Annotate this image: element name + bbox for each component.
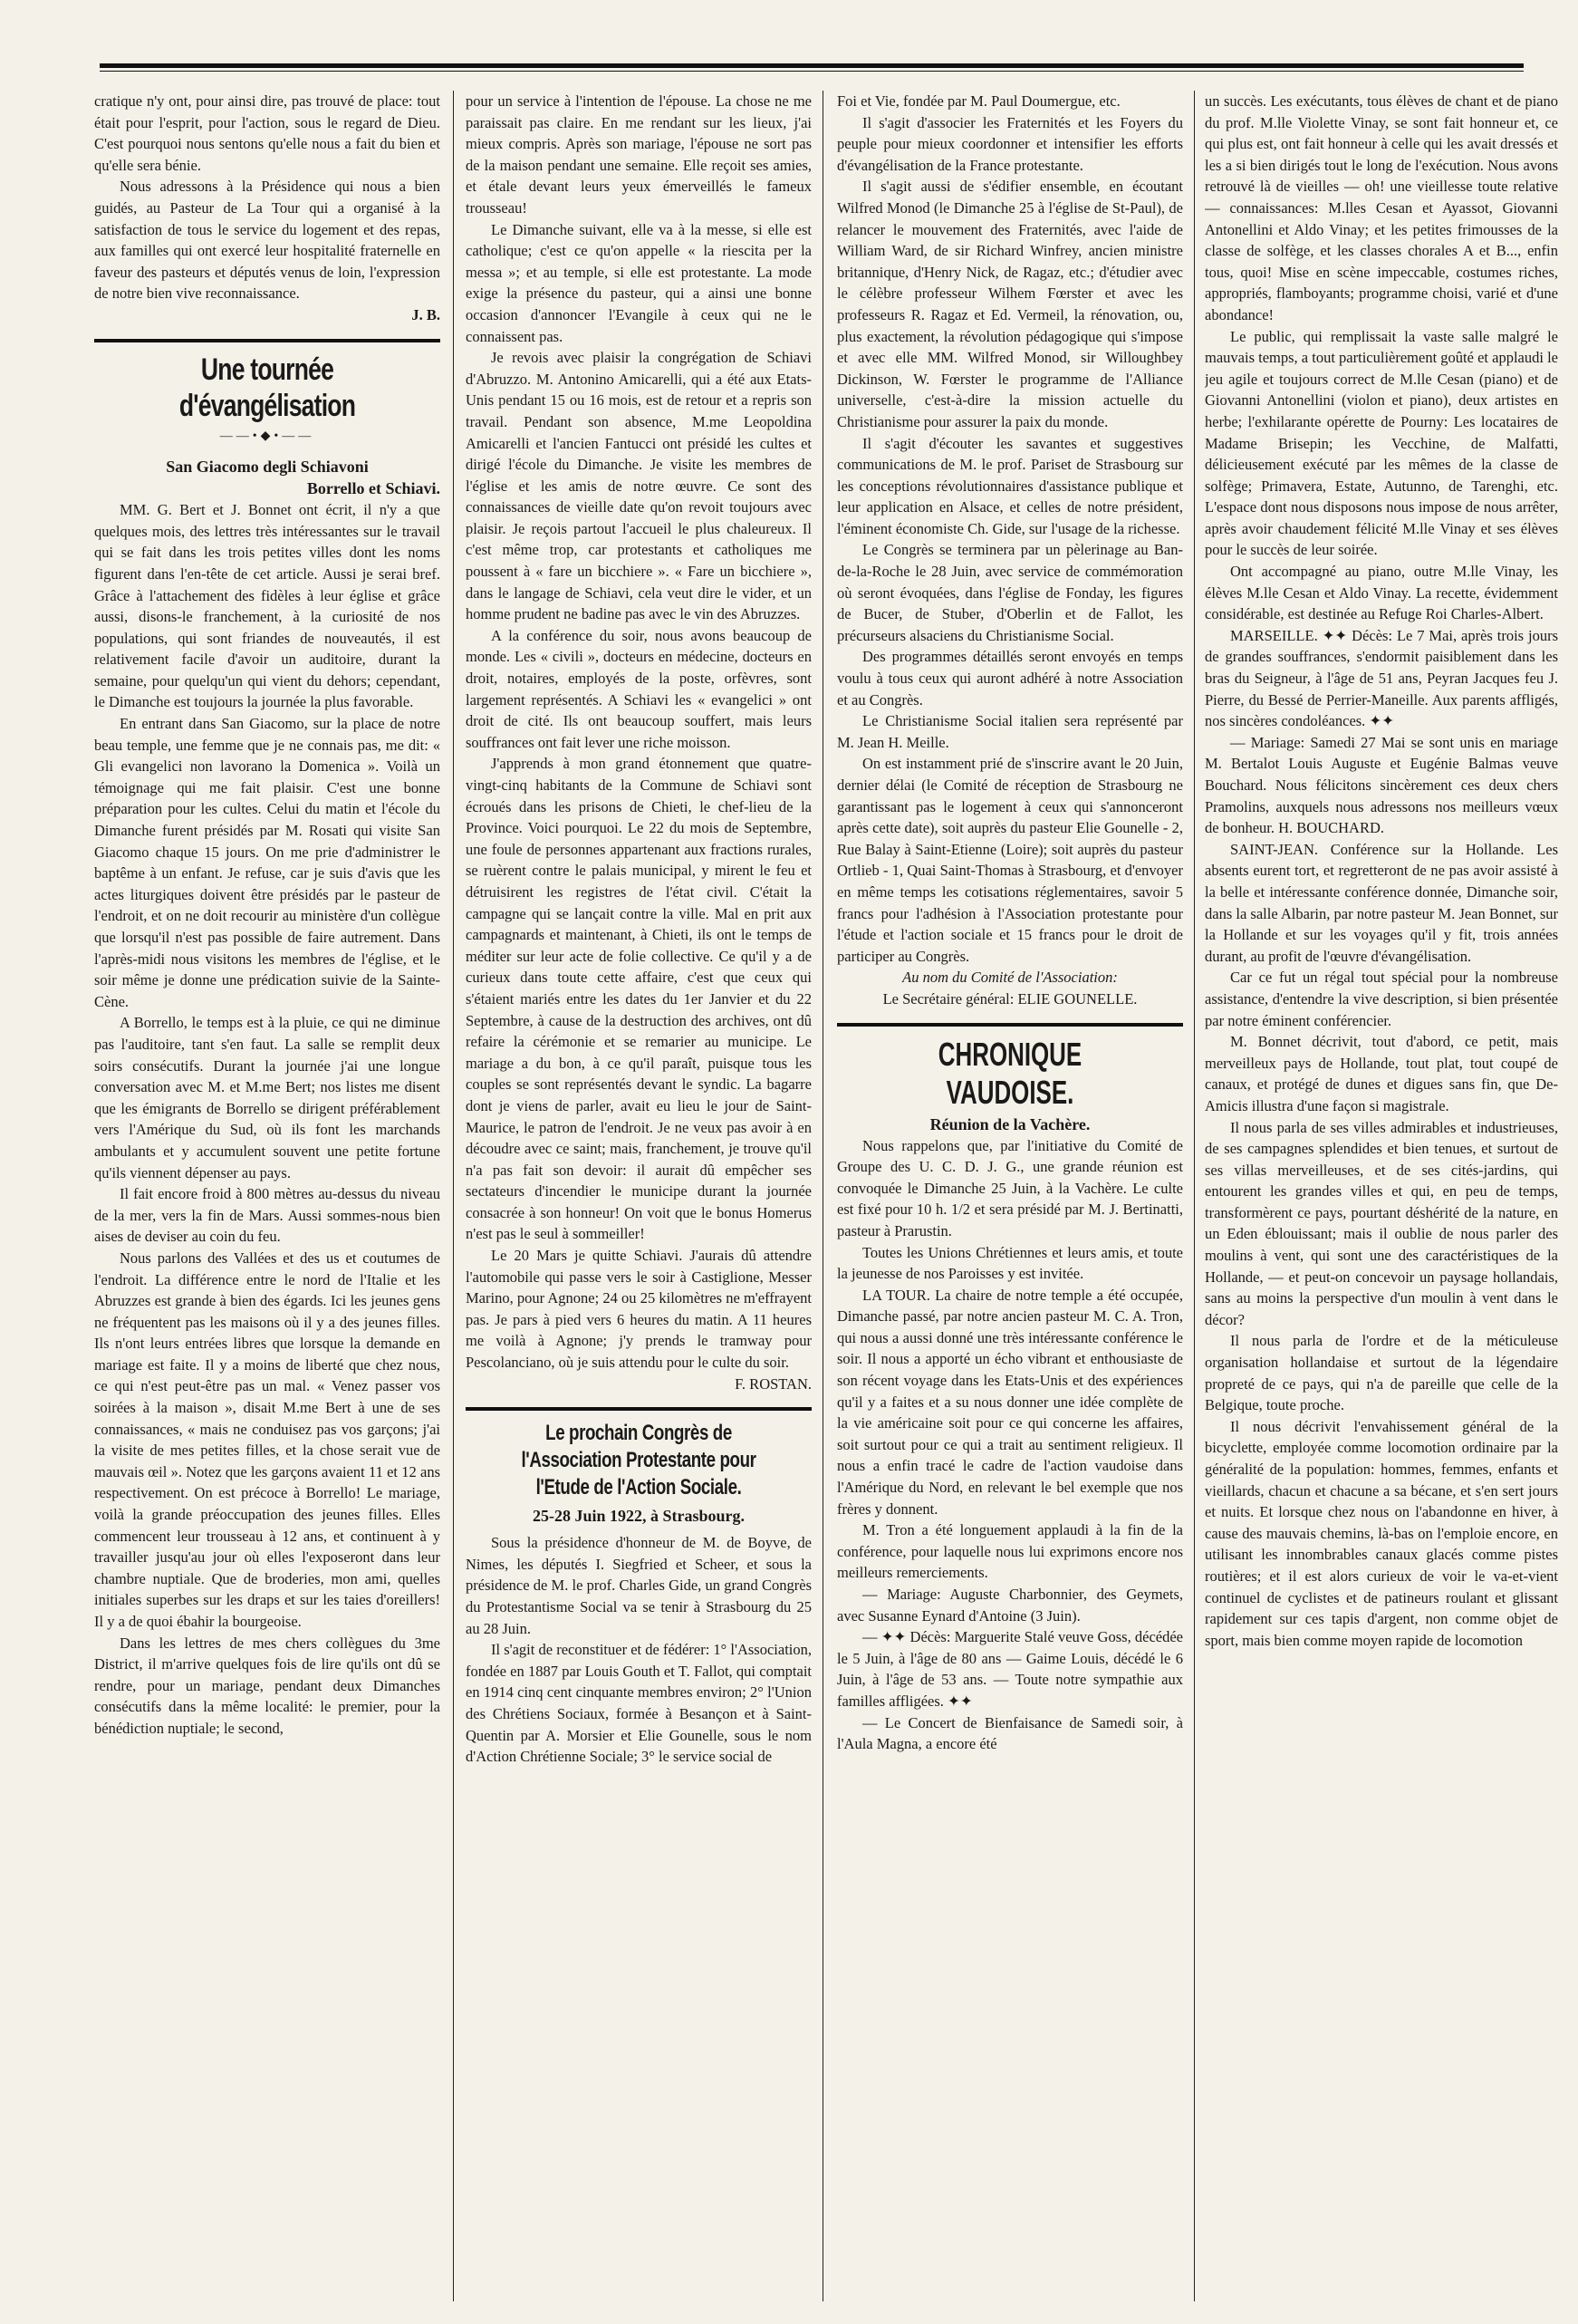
paragraph: — ✦✦ Décès: Marguerite Stalé veuve Goss, décédée le 5 Juin, à l'âge de 80 ans — Gaime Louis, décédé le 6 Juin, à l'âge de 53 ans. — Toute notre sympathie aux familles affligées. ✦✦ (837, 1628, 1183, 1710)
section-divider (94, 339, 440, 342)
column-1 (94, 91, 440, 2301)
paragraph: — Mariage: Samedi 27 Mai se sont unis en mariage M. Bertalot Louis Auguste et Eugénie Balmas veuve Bouchard. Nous félicitons sincèrement ces deux chers Pramolins, auxquels nous adressons nos meilleurs vœux de bonheur. H. BOUCHARD. (1205, 733, 1558, 837)
paragraph: On est instamment prié de s'inscrire avant le 20 Juin, dernier délai (le Comité de réception de Strasbourg ne garantissant pas le logement à ceux qui s'annonceront après cette date), soit auprès du pasteur Elie Gounelle - 2, Rue Balay à Saint-Etienne (Loire); soit auprès du pasteur Ortlieb - 1, Quai Saint-Thomas à Strasbourg, et d'envoyer en même temps les cotisations réglementaires, savoir 5 francs pour l'adhésion à l'Association protestante pour l'étude et l'action sociale et 15 francs pour le droit de participer au Congrès. (837, 755, 1183, 965)
paragraph: Des programmes détaillés seront envoyés en temps voulu à tous ceux qui auront adhéré à notre Association et au Congrès. (837, 648, 1183, 709)
paragraph: Le 20 Mars je quitte Schiavi. J'aurais dû attendre l'automobile qui passe vers le soir à Castiglione, Messer Marino, pour Agnone; 24 ou 25 kilomètres ne m'effrayent pas. Je pars à pied vers 6 heures du matin. A 11 heures me voilà à Agnone; j'y prends le tramway pour Pescolanciano, où je suis attendu pour le culte du soir. (466, 1247, 812, 1372)
paragraph: Le public, qui remplissait la vaste salle malgré le mauvais temps, a tout particulièrement goûté et applaudi le jeu agile et toujours correct de M.lle Cesan (piano) et de Giovanni Antonellini (violon et piano), deux artistes en herbe; l'exhilarante opérette de Pourny: Les locataires de Madame Brisepin; les Vecchine, de Malfatti, délicieusement exécuté par les mêmes de la classe de solfège; Primavera, Estate, Autunno, de Tarenghi, etc. L'espace dont nous disposons nous impose de nous arrêter, après avoir chaudement félicité M.lle Vinay et ses élèves pour le succès de leur soirée. (1205, 327, 1558, 559)
column-4 (1205, 91, 1558, 2301)
paragraph: LA TOUR. La chaire de notre temple a été occupée, Dimanche passé, par notre ancien pasteur M. C. A. Tron, qui nous a aussi donné une très intéressante conférence le soir. Il nous a apporté un écho vibrant et enthousiaste de son récent voyage dans les Etats-Unis et des expériences qu'il y a faites et a su nous donner une idée complète de la vie américaine soit pour ce qui concerne les affaires, soit surtout pour ce qui a trait au sentiment religieux. Il nous a enfin tracé le cadre de l'action vaudoise dans l'Amérique du Nord, en relevant le bel exemple que nos frères y donnent. (837, 1286, 1183, 1518)
paragraph: MM. G. Bert et J. Bonnet ont écrit, il n'y a que quelques mois, des lettres très intéressantes sur le travail qui se fait dans les trois petites villes dont les noms figurent dans l'en-tête de cet article. Aussi je serai bref. Grâce à l'attachement des fidèles à leur église et grâce aussi, disons-le franchement, à la curiosité de nos populations, qui sont friandes de nouveautés, il est relativement facile d'avoir un auditoire, durant la semaine, pour quelqu'un qui vient du dehors; cependant, le Dimanche est toujours la journée la plus favorable. (94, 501, 440, 711)
paragraph: SAINT-JEAN. Conférence sur la Hollande. Les absents eurent tort, et regretteront de ne pas avoir assisté à la belle et intéressante conférence donnée, Dimanche soir, dans la salle Albarin, par notre pasteur M. Jean Bonnet, sur la Hollande et sur les voyages qu'il y fit, trois années durant, au profit de l'œuvre d'évangélisation. (1205, 840, 1558, 965)
paragraph: Il nous parla de l'ordre et de la méticuleuse organisation hollandaise et surtout de la légendaire propreté de ce pays, qui n'a de pareille que celle de la Belgique, toute proche. (1205, 1332, 1558, 1414)
column-divider (453, 91, 454, 2301)
paragraph: Nous adressons à la Présidence qui nous a bien guidés, au Pasteur de La Tour qui a organisé à la satisfaction de tous le service du logement et des repas, aux familles qui ont exercé leur hospitalité fraternelle en faveur des pasteurs et députés venus de loin, l'expression de notre bien vive reconnaissance. (94, 178, 440, 303)
paragraph: Sous la présidence d'honneur de M. de Boyve, de Nimes, les députés I. Siegfried et Scheer, et sous la présidence de M. le prof. Charles Gide, un grand Congrès du Protestantisme Social va se tenir à Strasbourg du 25 au 28 Juin. (466, 1534, 812, 1637)
paragraph: Il nous décrivit l'envahissement général de la bicyclette, employée comme locomotion ordinaire par la généralité de la population: hommes, femmes, enfants et vieillards, chacun et chacune a sa bécane, et s'en sert jours et nuits. Et lorsque chez nous on l'abandonne en hiver, à cause des mauvais chemins, là-bas on l'emploie encore, en utilisant les innombrables canaux glacés comme pistes routières; et il est alors curieux de voir le va-et-vient continuel de cyclistes et de patineurs roulant et glissant rapidement sur ces tapis d'argent, non comme objet de sport, mais bien comme moyen rapide de locomotion (1205, 1417, 1558, 1649)
article-subtitle: Réunion de la Vachère. (929, 1114, 1091, 1133)
paragraph: Le Dimanche suivant, elle va à la messe, si elle est catholique; c'est ce qu'on appelle « la riescita per la messa »; et au temple, si elle est protestante. La mode exige la présence du pasteur, qui a ainsi une bonne occasion d'annoncer l'Evangile à ceux qui ne le connaissent pas. (466, 220, 812, 345)
paragraph: — Mariage: Auguste Charbonnier, des Geymets, avec Susanne Eynard d'Antoine (3 Juin). (837, 1586, 1183, 1625)
column-divider (1194, 91, 1195, 2301)
paragraph: Nous rappelons que, par l'initiative du Comité de Groupe des U. C. D. J. G., une grande réunion est convoquée le Dimanche 25 Juin, à la Vachère. Le culte est fixé pour 10 h. 1/2 et sera présidé par M. J. Bertinatti, pasteur à Prarustin. (837, 1136, 1183, 1239)
paragraph: Il s'agit de reconstituer et de fédérer: 1° l'Association, fondée en 1887 par Louis Gouth et T. Fallot, qui comptait en 1914 cinq cent cinquante membres environ; 2° l'Union des Chrétiens Sociaux, formée à Besançon et à Saint-Quentin par A. Morsier et Elie Gounelle, sous le nom d'Action Chrétienne Sociale; 3° le service social de (466, 1641, 812, 1766)
paragraph: A Borrello, le temps est à la pluie, ce qui ne diminue pas l'auditoire, tant s'en faut. La salle se remplit deux soirs consécutifs. Durant la journée j'ai une longue conversation avec M. et M.me Bert; nos listes me disent que les émigrants de Borrello se dirigent préférablement vers l'Amérique du Sud, où ils font les marchands ambulants et y accumulent souvent une petite fortune qu'ils viennent dépenser au pays. (94, 1014, 440, 1181)
paragraph: Il s'agit d'écouter les savantes et suggestives communications de M. le prof. Pariset de Strasbourg sur les conceptions révolutionnaires d'assistance publique et leur application en Alsace, et celles de notre président, l'éminent économiste Ch. Gide, sur l'usage de la richesse. (837, 434, 1183, 537)
paragraph: Il s'agit d'associer les Fraternités et les Foyers du peuple pour mieux coordonner et intensifier les efforts d'évangélisation de la France protestante. (837, 113, 1183, 174)
section-divider (837, 1023, 1183, 1027)
paragraph: Il fait encore froid à 800 mètres au-dessus du niveau de la mer, vers la fin de Mars. Aussi sommes-nous bien aises de deviser au coin du feu. (94, 1185, 440, 1246)
column-2 (466, 91, 812, 2301)
paragraph: Toutes les Unions Chrétiennes et leurs amis, et toute la jeunesse de nos Paroisses y est invitée. (837, 1243, 1183, 1283)
paragraph: Nous parlons des Vallées et des us et coutumes de l'endroit. La différence entre le nord de l'Italie et les Abruzzes est grande à bien des égards. Ici les jeunes gens ne fréquentent pas les maisons où il y a des jeunes filles. Ils n'ont leurs entrées libres que lorsque la demande en mariage est faite. Il y a moins de liberté que chez nous, ce qui n'est peut-être pas un mal. « Venez passer vos soirées à la maison », disait M.me Bert à une de ses connaissances, « mais ne conduisez pas vos garçons; j'ai la visite de mes petites filles, et la chose serait vue de mauvais œil ». Notez que les garçons avaient 11 et 12 ans respectivement. On est précoce à Borrello! Le mariage, voilà la grande préoccupation des jeunes filles. Elles commencent leur trousseau à 12 ans, et continuent à y travailler jusqu'au jour où elles l'exposeront dans leur chambre nuptiale. Que de broderies, mon ami, quelles initiales superbes sur les draps et sur les taies d'oreillers! Il y a de quoi ébahir la bourgeoise. (94, 1249, 440, 1630)
paragraph: Je revois avec plaisir la congrégation de Schiavi d'Abruzzo. M. Antonino Amicarelli, qui a été aux Etats-Unis pendant 15 ou 16 mois, est de retour et a repris son travail. Pendant son absence, M.me Leopoldina Amicarelli et l'ancien Fantucci ont présidé les cultes et dirigé l'école du Dimanche. Je visite les membres de l'église et les amis de notre œuvre. Ce sont des connaissances de vieille date qu'on revoit toujours avec plaisir. Je reçois partout l'accueil le plus chaleureux. Il c'est même trop, car protestants et catholiques me poussent à « fare un bicchiere ». « Fare un bicchiere », dans le langage de Schiavi, cela veut dire le vider, et un homme prudent ne badine pas avec le vin des Abruzzes. (466, 349, 812, 623)
paragraph: M. Tron a été longuement applaudi à la fin de la conférence, pour laquelle nous lui exprimons encore nos meilleurs remerciements. (837, 1521, 1183, 1582)
ornament: ——•◆•—— (219, 429, 315, 443)
section-title: CHRONIQUE VAUDOISE. (938, 1035, 1082, 1111)
paragraph: Car ce fut un régal tout spécial pour la nombreuse assistance, d'entendre la vive description, si bien présentée par notre éminent conférencier. (1205, 969, 1558, 1029)
paragraph: A la conférence du soir, nous avons beaucoup de monde. Les « civili », docteurs en médecine, docteurs en droit, notaires, employés de la poste, orfèvres, sont largement représentés. A Schiavi les « evangelici » ont droit de cité. Ils ont beaucoup souffert, mais leurs souffrances ont fait lever une riche moisson. (466, 626, 812, 751)
signature: Au nom du Comité de l'Association: (902, 969, 1118, 987)
paragraph: Foi et Vie, fondée par M. Paul Doumergue, etc. (837, 92, 1121, 110)
paragraph: MARSEILLE. ✦✦ Décès: Le 7 Mai, après trois jours de grandes souffrances, s'endormit paisiblement dans les bras du Seigneur, à l'âge de 51 ans, Peyran Jacques feu J. Pierre, du Bessé de Perrier-Maneille. Aux parents affligés, nos sincères condoléances. ✦✦ (1205, 626, 1558, 730)
article-subtitle: Borrello et Schiavi. (306, 479, 440, 498)
signature: J. B. (411, 305, 440, 323)
paragraph: pour un service à l'intention de l'épouse. La chose ne me paraissait pas claire. En me rendant sur les lieux, j'ai mieux compris. Après son mariage, l'épouse ne sort pas de la maison pendant une semaine. Elle reçoit ses amies, et étale devant leurs yeux émerveillés le fameux trousseau! (466, 92, 812, 217)
article-subtitle: 25-28 Juin 1922, à Strasbourg. (532, 1507, 746, 1526)
paragraph: J'apprends à mon grand étonnement que quatre-vingt-cinq habitants de la Commune de Schiavi sont écroués dans les prisons de Chieti, le chef-lieu de la Province. Voici pourquoi. Le 22 du mois de Septembre, une foule de personnes appartenant aux fractions rurales, se ruèrent contre le palais municipal, y mirent le feu et détruisirent les registres de l'état civil. C'était la campagne qui se lançait contre la ville. Mal en prit aux campagnards et maintenant, à Chieti, ils ont le temps de méditer sur leur acte de folie collective. Ce qu'il y a de curieux dans toute cette affaire, c'est que ceux qui s'étaient mariés entre les dates du 1er Janvier et du 22 Septembre, à cause de la destruction des archives, ont dû refaire la cérémonie et se remarier au municipe. Le mariage a du bon, à ce qu'il paraît, puisque tous les couples se sont représentés devant le syndic. La bagarre dont je viens de parler, avait eu lieu le jour de Saint-Maurice, le patron de l'endroit. Je ne veux pas avoir à en découdre avec ce saint; mais, franchement, je trouve qu'il n'a pas fait son devoir: il aurait dû empêcher ses sectateurs d'incendier le municipe durant la journée consacrée à son honneur! On voit que le bonus Homerus n'est pas le seul à sommeiller! (466, 755, 812, 1243)
top-rule (100, 63, 1524, 72)
paragraph: M. Bonnet décrivit, tout d'abord, ce petit, mais merveilleux pays de Hollande, tout plat, tout coupé de canaux, et protégé de dunes et digues sans fin, que De-Amicis illustra d'une façon si magistrale. (1205, 1033, 1558, 1114)
paragraph: Il nous parla de ses villes admirables et industrieuses, de ses campagnes splendides et bien tenues, et surtout de ses villas merveilleuses, et de ses cités-jardins, qui entourent les grandes villes et qui, en peu de temps, transformèrent ce pays, pourtant déshérité de la nature, en un Eden éblouissant; mais il oublie de nous parler des moulins à vent, qui sont une des caractéristiques de la Hollande, — et peut-on concevoir un paysage hollandais, sans au moins la perspective d'un moulin à vent dans le décor? (1205, 1118, 1558, 1328)
article-title: Une tournée d'évangélisation (178, 352, 356, 423)
column-3 (837, 91, 1183, 2301)
paragraph: Le Congrès se terminera par un pèlerinage au Ban-de-la-Roche le 28 Juin, avec service de commémoration où seront évoquées, dans l'église de Fonday, les figures de Bucer, de Stuber, d'Oberlin et de Fallot, les précurseurs alsaciens du Christianisme Social. (837, 541, 1183, 644)
signature: F. ROSTAN. (735, 1374, 812, 1393)
article-title: Le prochain Congrès de l'Association Protestante pour l'Etude de l'Action Sociale. (521, 1421, 756, 1500)
paragraph: cratique n'y ont, pour ainsi dire, pas trouvé de place: tout était pour l'esprit, pour l'action, sous le regard de Dieu. C'est pourquoi nous sentons qu'elle nous a fait du bien et qu'elle sera bénie. (94, 92, 440, 174)
paragraph: un succès. Les exécutants, tous élèves de chant et de piano du prof. M.lle Violette Vinay, se sont fait honneur et, ce qui plus est, ont fait honneur à celle qui les avait dressés et les a si bien dirigés tout le long de l'exécution. Nous avons retrouvé là de vieilles — oh! une vieillesse toute relative — connaissances: M.lles Cesan et Ayassot, Giovanni Antonellini et Aldo Vinay; et les petites frimousses de la classe de solfège, et les classes chorales A et B..., enfin tous, quoi! Mise en scène impeccable, costumes riches, appropriés, flamboyants; programme choisi, varié et d'une abondance! (1205, 92, 1558, 323)
article-subtitle: San Giacomo degli Schiavoni (166, 458, 369, 477)
paragraph: En entrant dans San Giacomo, sur la place de notre beau temple, une femme que je ne connais pas, me dit: « Gli evangelici non lavorano la Domenica ». Voilà un témoignage qui me fait plaisir. C'est une bonne préparation pour les cultes. Celui du matin et l'école du Dimanche furent présidés par M. Rosati qui visite San Giacomo chaque 15 jours. On me prie d'administrer le baptême à un enfant. Je refuse, car je suis d'avis que les actes liturgiques doivent être présidés par le pasteur de l'endroit, et on ne doit recourir au ministère d'un collègue que lorsqu'il n'est pas possible de faire autrement. Dans l'après-midi nous visitons les membres de l'église, et le soir même je donne une prédication suivie de la Sainte-Cène. (94, 715, 440, 1010)
section-divider (466, 1407, 812, 1411)
paragraph: Le Christianisme Social italien sera représenté par M. Jean H. Meille. (837, 712, 1183, 751)
signature: Le Secrétaire général: ELIE GOUNELLE. (882, 989, 1138, 1008)
paragraph: — Le Concert de Bienfaisance de Samedi soir, à l'Aula Magna, a encore été (837, 1713, 1183, 1753)
paragraph: Il s'agit aussi de s'édifier ensemble, en écoutant Wilfred Monod (le Dimanche 25 à l'église de St-Paul), de relancer le mouvement des Fraternités, avec l'aide de William Ward, de sir Richard Winfrey, ancien ministre britannique, d'Henry Nick, de Ragaz, etc.; d'étudier avec le célèbre professeur Wilhem Fœrster et avec les professeurs R. Ragaz et Ed. Vermeil, la rénovation, ou, plus exactement, la révolution pédagogique qui s'impose et avec elle MM. Wilfred Monod, sir Willoughbey Dickinson, W. Fœrster le programme de l'Alliance universelle, c'est-à-dire la mission actuelle du Christianisme pour assurer la paix du monde. (837, 178, 1183, 430)
paragraph: Ont accompagné au piano, outre M.lle Vinay, les élèves M.lle Cesan et Aldo Vinay. La recette, évidemment considérable, est destinée au Refuge Roi Charles-Albert. (1205, 563, 1558, 623)
paragraph: Dans les lettres de mes chers collègues du 3me District, il m'arrive quelques fois de lire qu'ils ont dû se rendre, pour un mariage, pendant deux Dimanches consécutifs dans la même localité: le premier, pour la bénédiction nuptiale; le second, (94, 1634, 440, 1737)
